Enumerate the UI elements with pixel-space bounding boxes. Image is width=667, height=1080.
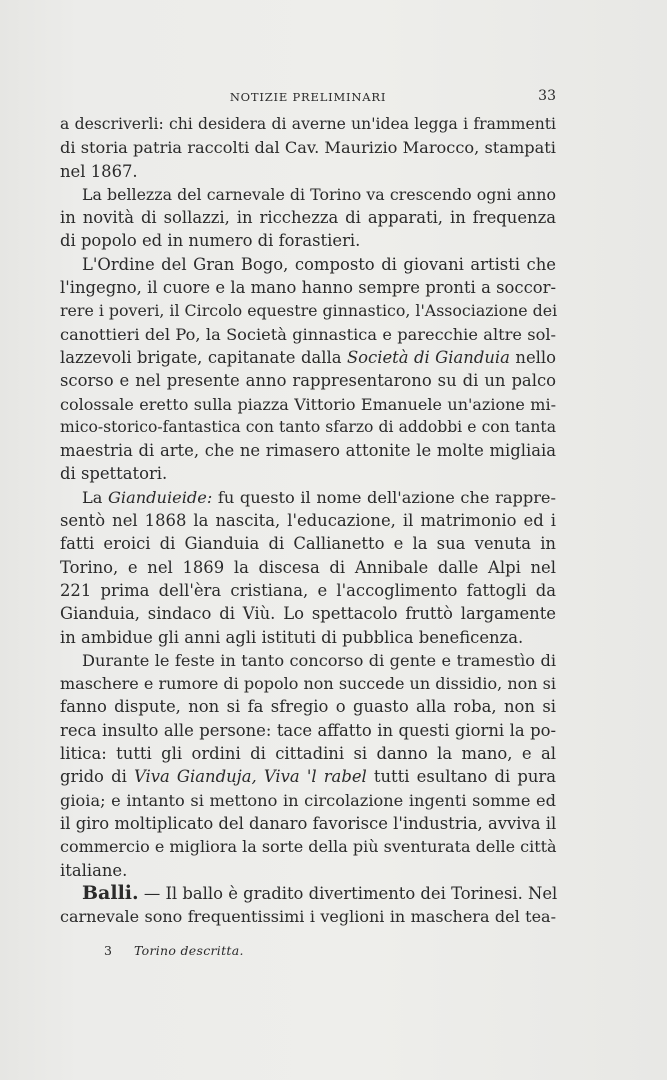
- signature-number: 3: [104, 943, 112, 958]
- running-head: [60, 90, 556, 108]
- text-line: il giro moltiplicato del danaro favorisce l'industria, avviva il: [60, 813, 557, 833]
- text-line: [60, 882, 556, 905]
- page-number: 33: [538, 88, 556, 104]
- text-line: L'Ordine del Gran Bogo, composto di giovani artisti che: [82, 254, 556, 274]
- text-line: in ambidue gli anni agli istituti di pubblica beneficenza.: [60, 627, 524, 647]
- text-line: canottieri del Po, la Società ginnastica e parecchie altre sol-: [60, 324, 556, 344]
- body-text: [60, 113, 556, 928]
- signature-title: Torino descritta.: [133, 943, 244, 958]
- text-line: Gianduia, sindaco di Viù. Lo spettacolo fruttò largamente: [60, 604, 556, 624]
- text-line: 221 prima dell'èra cristiana, e l'accoglimento fattogli da: [60, 580, 556, 600]
- text-line: a descriverli: chi desidera di averne un'idea legga i frammenti: [60, 115, 556, 133]
- text-line: di spettatori.: [60, 464, 168, 484]
- text-line: litica: tutti gli ordini di cittadini si danno la mano, e al: [60, 744, 556, 764]
- text-segment: lazzevoli brigate, capitanate dalla: [60, 347, 347, 367]
- text-line: rere i poveri, il Circolo equestre ginnastico, l'Associazione dei: [60, 301, 558, 321]
- text-line: Durante le feste in tanto concorso di gente e tramestìo di: [82, 650, 556, 670]
- text-segment: fu questo il nome dell'azione che rappre-: [212, 487, 556, 507]
- text-line: nel 1867.: [60, 161, 138, 181]
- text-line: scorso e nel presente anno rappresentarono su di un palco: [60, 371, 556, 391]
- text-line: fanno dispute, non si fa sfregio o guasto alla roba, non si: [60, 697, 556, 717]
- running-title: NOTIZIE PRELIMINARI: [229, 90, 387, 104]
- text-line: gioia; e intanto si mettono in circolazione ingenti somme ed: [60, 790, 556, 810]
- text-line: commercio e migliora la sorte della più sventurata delle città: [60, 837, 557, 857]
- italic-title: Gianduieide:: [107, 487, 213, 507]
- text-line: reca insulto alle persone: tace affatto in questi giorni la po-: [60, 720, 556, 740]
- text-line: colossale eretto sulla piazza Vittorio Emanuele un'azione mi-: [60, 394, 556, 414]
- text-line: in novità di sollazzi, in ricchezza di apparati, in frequenza: [60, 208, 556, 228]
- italic-title: Viva Gianduja, Viva 'l rabel: [133, 767, 367, 787]
- text-line: maschere e rumore di popolo non succede un dissidio, non si: [60, 674, 556, 694]
- text-line: l'ingegno, il cuore e la mano hanno sempre pronti a soccor-: [60, 278, 556, 298]
- text-line: La bellezza del carnevale di Torino va crescendo ogni anno: [82, 184, 556, 204]
- page-footer: [104, 943, 244, 958]
- text-line: carnevale sono frequentissimi i veglioni in maschera del tea-: [60, 907, 556, 927]
- text-line: Torino, e nel 1869 la discesa di Annibale dalle Alpi nel: [60, 557, 556, 577]
- text-line: [60, 765, 556, 788]
- text-segment: — Il ballo è gradito divertimento dei Torinesi. Nel: [138, 883, 558, 903]
- text-segment: nello: [509, 347, 556, 367]
- text-line: di popolo ed in numero di forastieri.: [60, 231, 361, 251]
- text-line: sentò nel 1868 la nascita, l'educazione, il matrimonio ed i: [60, 511, 556, 531]
- text-line: di storia patria raccolti dal Cav. Maurizio Marocco, stampati: [60, 138, 556, 158]
- text-segment: tutti esultano di pura: [366, 767, 556, 787]
- text-line: mico-storico-fantastica con tanto sfarzo di addobbi e con tanta: [60, 417, 556, 436]
- text-line: [60, 486, 556, 509]
- text-segment: La: [82, 487, 108, 507]
- text-line: italiane.: [60, 860, 128, 880]
- italic-title: Società di Gianduia: [346, 347, 510, 367]
- text-line: [60, 346, 556, 369]
- run-in-heading: Balli.: [82, 881, 139, 904]
- text-line: fatti eroici di Gianduia di Callianetto e la sua venuta in: [60, 534, 556, 554]
- text-segment: grido di: [60, 767, 134, 787]
- text-line: maestria di arte, che ne rimasero attonite le molte migliaia: [60, 441, 556, 461]
